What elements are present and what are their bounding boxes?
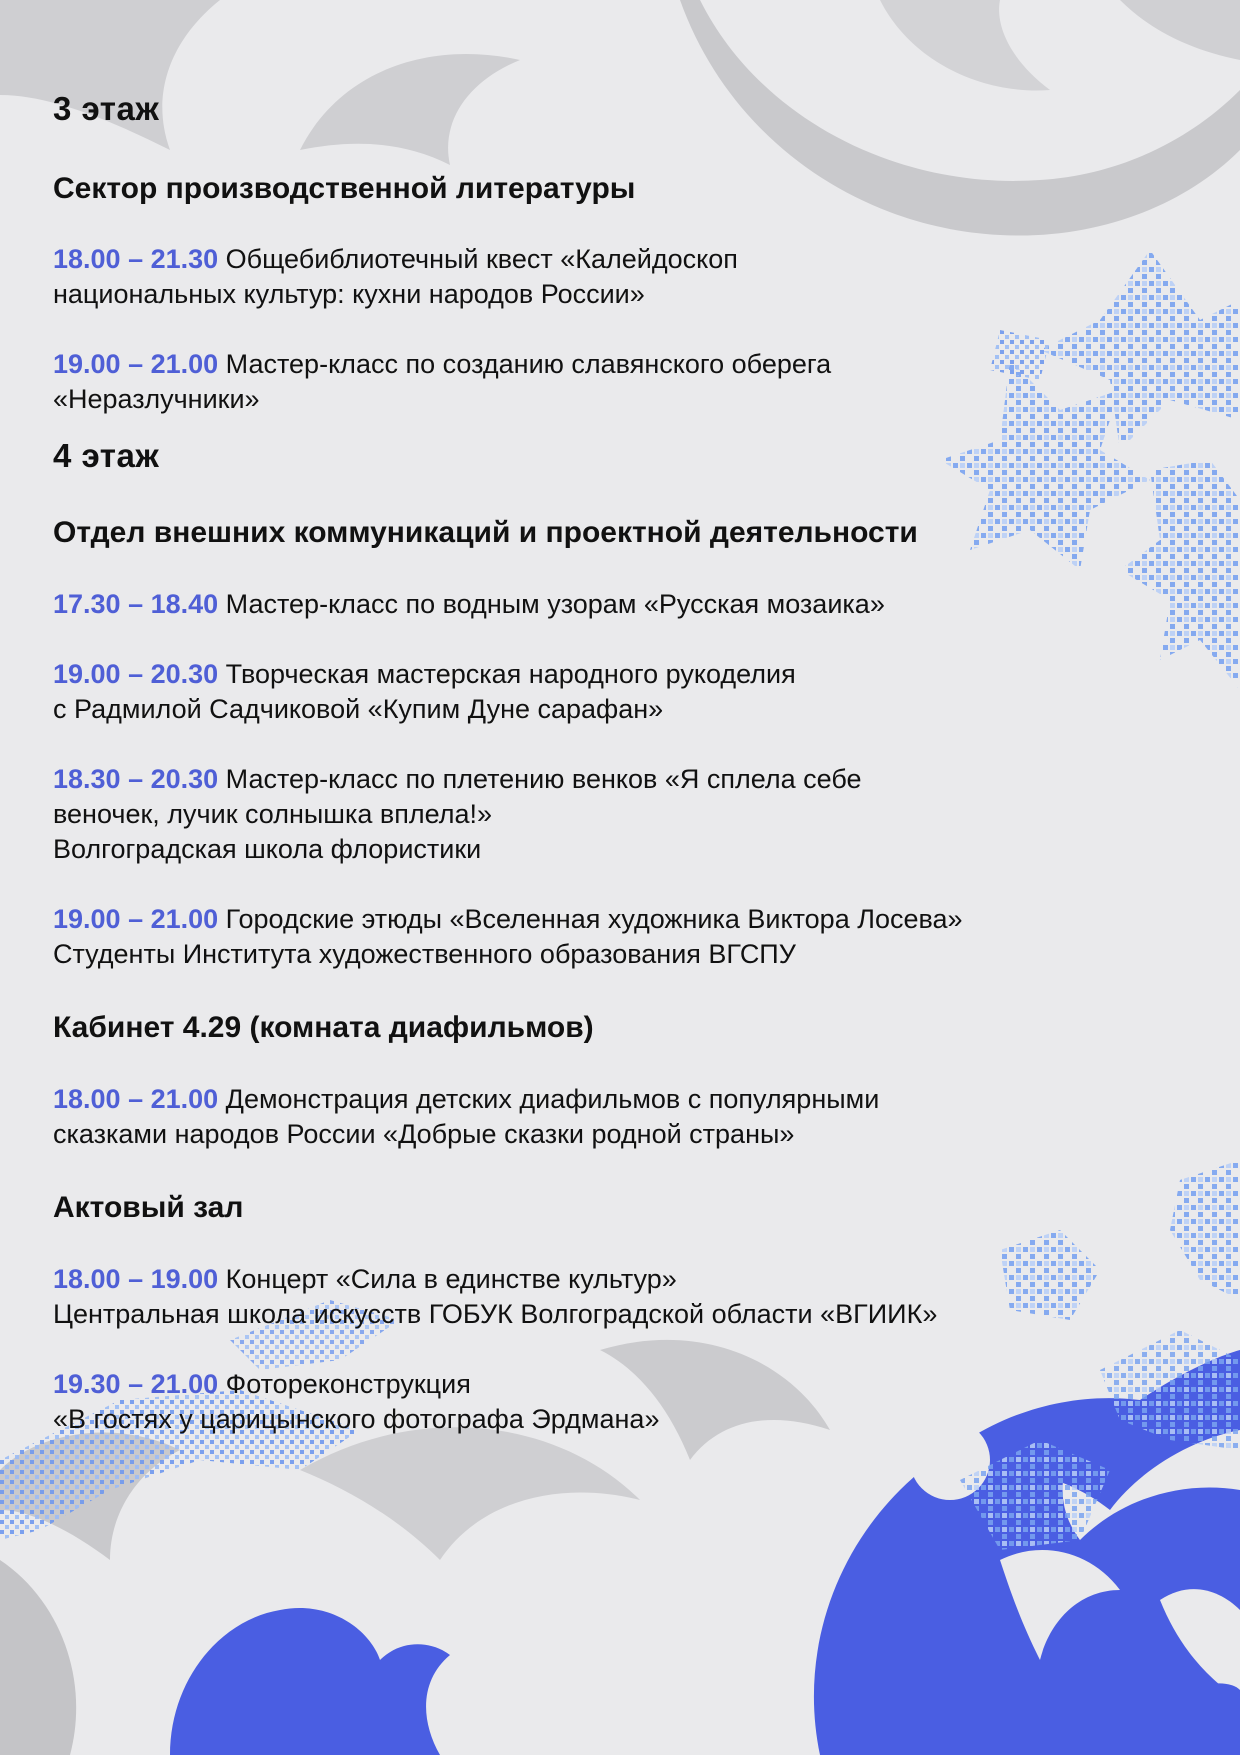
section-title-filmstrip-room: Кабинет 4.29 (комната диафильмов) [53,1011,594,1044]
event-description: Общебиблиотечный квест «Калейдоскоп национальных культур: кухни народов России» [53,244,738,309]
event-item [53,657,1173,727]
event-description: Мастер-класс по созданию славянского оберега «Неразлучники» [53,349,832,414]
event-item [53,1367,1173,1437]
event-description: Концерт «Сила в единстве культур» Центральная школа искусств ГОБУК Волгоградской области «ВГИИК» [53,1264,938,1329]
event-time: 19.30 – 21.00 [53,1369,219,1399]
section-title-assembly-hall: Актовый зал [53,1191,244,1224]
event-description: Городские этюды «Вселенная художника Виктора Лосева» Студенты Института художественного образования ВГСПУ [53,904,963,969]
event-item [53,762,1173,867]
event-item [53,242,1173,312]
section-title-production-literature: Сектор производственной литературы [53,172,636,205]
event-description: Фотореконструкция «В гостях у царицынского фотографа Эрдмана» [53,1369,660,1434]
event-time: 18.00 – 21.00 [53,1084,219,1114]
event-description: Мастер-класс по водным узорам «Русская мозаика» [225,589,885,619]
event-item [53,1082,1173,1152]
event-time: 19.00 – 20.30 [53,659,219,689]
event-time: 18.00 – 21.30 [53,244,219,274]
event-time: 17.30 – 18.40 [53,589,219,619]
event-time: 19.00 – 21.00 [53,904,219,934]
floor-title-4: 4 этаж [53,437,160,474]
event-description: Мастер-класс по плетению венков «Я сплела себе веночек, лучик солнышка вплела!» Волгоградская школа флористики [53,764,862,864]
event-item [53,347,1173,417]
event-time: 18.00 – 19.00 [53,1264,219,1294]
event-item [53,1262,1173,1332]
event-time: 19.00 – 21.00 [53,349,219,379]
floor-title-3: 3 этаж [53,90,160,127]
event-item [53,902,1173,972]
event-description: Демонстрация детских диафильмов с популярными сказками народов России «Добрые сказки родной страны» [53,1084,880,1149]
event-time: 18.30 – 20.30 [53,764,219,794]
event-item [53,587,1173,622]
event-description: Творческая мастерская народного рукоделия с Радмилой Садчиковой «Купим Дуне сарафан» [53,659,796,724]
section-title-external-communications: Отдел внешних коммуникаций и проектной деятельности [53,516,918,549]
